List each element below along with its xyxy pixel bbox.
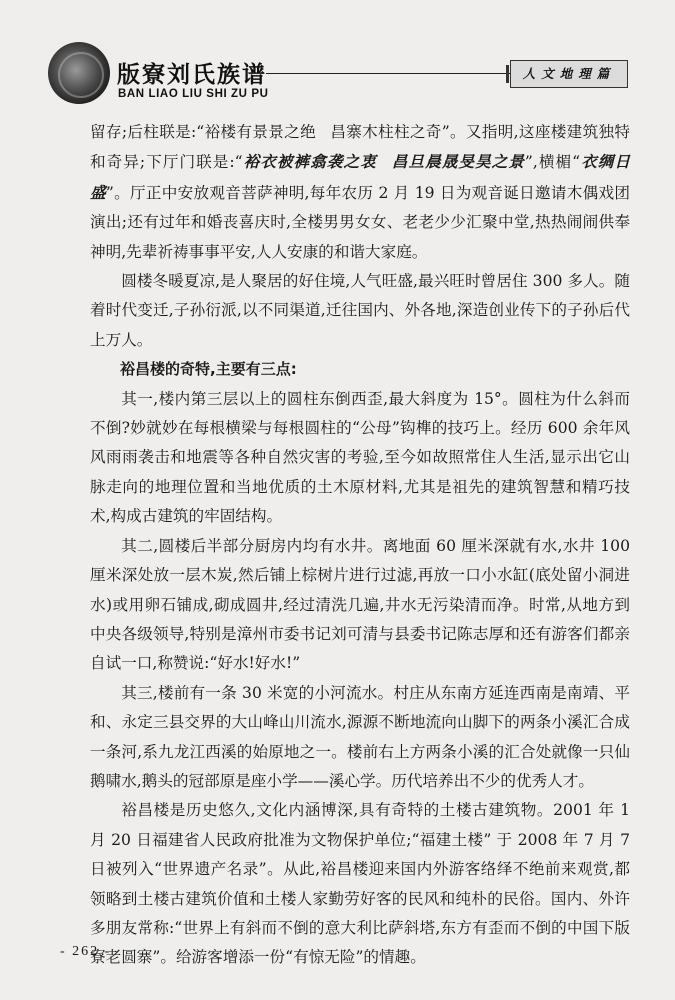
p1-part-a: 留存;后柱联是:“裕楼有景景之绝: [90, 123, 316, 141]
p1-part-g: ”。厅正中安放观音菩萨神明,每年农历 2 月 19 日为观音诞日邀请木偶戏团演出;还有过年和婚丧喜庆时,全楼男男女女、老老少少汇聚中堂,热热闹闹供奉神明,先辈祈祷事事平安,人人安康的和谐大家庭。: [90, 183, 630, 261]
book-subtitle-pinyin: BAN LIAO LIU SHI ZU PU: [118, 88, 269, 100]
book-title: 版寮刘氏族谱: [117, 62, 267, 88]
header-divider: [266, 73, 512, 74]
section-label: 人文地理篇: [510, 60, 628, 88]
paragraph-3: 其一,楼内第三层以上的圆柱东倒西歪,最大斜度为 15°。圆柱为什么斜而不倒?妙就妙在每根横梁与每根圆柱的“公母”钩榫的技巧上。经历 600 余年风风雨雨袭击和地震等各种自然灾害的考验,至今如故照常住人生活,显示出它山脉走向的地理位置和当地优质的土木原材料,尤其是祖先的建筑智慧和精巧技术,构成古建筑的牢固结构。: [90, 389, 630, 526]
dragon-emblem-icon: [48, 42, 110, 104]
couplet-line-2: 昌旦晨晟旻昊之景: [390, 152, 525, 172]
p1-part-e: ”,横楣“: [524, 153, 581, 172]
paragraph-6: 裕昌楼是历史悠久,文化内涵博深,具有奇特的土楼古建筑物。2001 年 1 月 20 日福建省人民政府批准为文物保护单位;“福建土楼” 于 2008 年 7 月 7 日被列入“世界遗产名录”。从此,裕昌楼迎来国内外游客络绎不绝前来观赏,都领略到土楼古建筑价值和土楼人家勤劳好客的民风和纯朴的民俗。国内、外许多朋友常称:“世界上有斜而不倒的意大利比萨斜塔,东方有歪而不倒的中国下版寮老圆寨”。给游客增添一份“有惊无险”的情趣。: [90, 801, 630, 967]
body-text: [90, 118, 630, 973]
paragraph-2: 圆楼冬暖夏凉,是人聚居的好住境,人气旺盛,最兴旺时曾居住 300 多人。随着时代变迁,子孙衍派,以不同渠道,迁往国内、外各地,深造创业传下的子孙后代上万人。: [90, 272, 630, 349]
paragraph-5: 其三,楼前有一条 30 米宽的小河流水。村庄从东南方延连西南是南靖、平和、永定三县交界的大山峰山川流水,源源不断地流向山脚下的两条小溪汇合成一条河,系九龙江西溪的始原地之一。楼前右上方两条小溪的汇合处就像一只仙鹅啸水,鹅头的冠部原是座小学——溪心学。历代培养出不少的优秀人才。: [90, 683, 630, 790]
subheading: 裕昌楼的奇特,主要有三点:: [120, 360, 297, 379]
paragraph-1: [90, 118, 630, 267]
page-number: - 262 -: [60, 944, 112, 959]
couplet-line-1: 裕衣被裤翕袭之衷: [242, 152, 377, 172]
paragraph-4: 其二,圆楼后半部分厨房内均有水井。离地面 60 厘米深就有水,水井 100 厘米深处放一层木炭,然后铺上棕树片进行过滤,再放一口小水缸(底处留小洞进水)或用卵石铺成,砌成圆井,经过清洗几遍,井水无污染清而净。时常,从地方到中央各级领导,特别是漳州市委书记刘可清与县委书记陈志厚和还有游客们都亲自试一口,称赞说:“好水!好水!”: [90, 536, 630, 673]
lintel-inscription: 衣绸日盛: [90, 152, 631, 202]
p1-part-b: 昌寨木柱柱之奇”。又指明,这座楼建筑独特和奇异;下厅门联是:“: [90, 123, 631, 172]
